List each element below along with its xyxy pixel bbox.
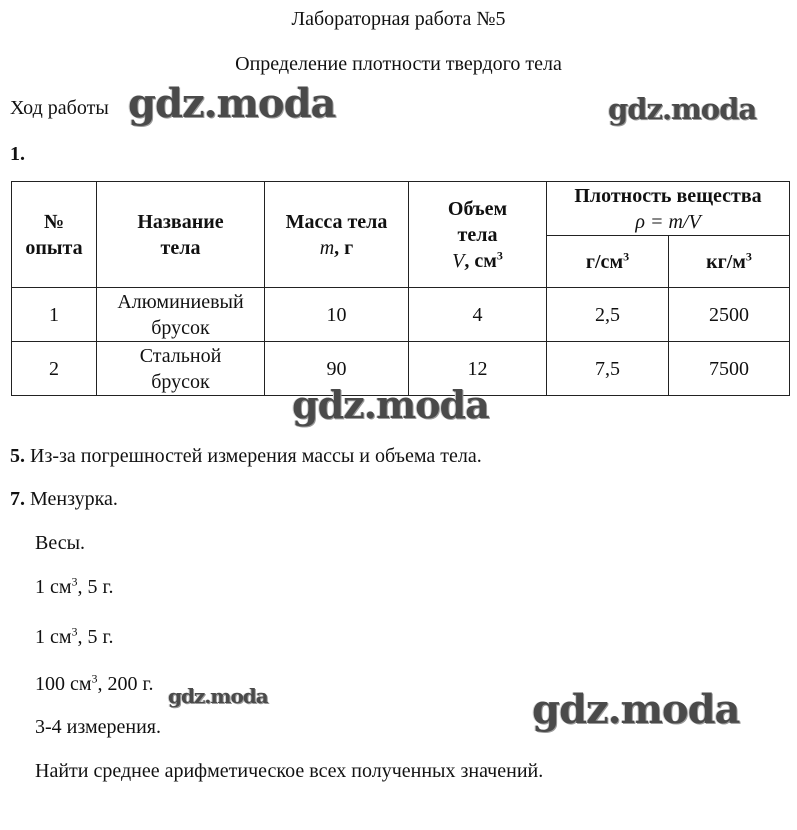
progress-label: Ход работы bbox=[10, 97, 109, 119]
unit-g-text: г/см bbox=[585, 250, 624, 273]
line-4-text: 100 см bbox=[35, 673, 92, 695]
answer-line-2 bbox=[35, 576, 114, 599]
header-volume-symbol: V bbox=[452, 249, 465, 272]
line-3-text-2: , 5 г. bbox=[77, 626, 114, 648]
line-4-power: 3 bbox=[91, 671, 98, 686]
header-mass-unit: , г bbox=[334, 236, 354, 259]
page-title: Лабораторная работа №5 bbox=[291, 8, 506, 30]
header-volume-power: 3 bbox=[496, 247, 503, 262]
header-cell-density bbox=[547, 182, 790, 236]
watermark: gdz.moda bbox=[128, 80, 336, 127]
cell-density-kg: 2500 bbox=[669, 288, 790, 342]
cell-name bbox=[97, 288, 265, 342]
line-4-text-2: , 200 г. bbox=[97, 673, 154, 695]
cell-volume: 4 bbox=[409, 288, 547, 342]
header-cell-name bbox=[97, 182, 265, 288]
line-3-power: 3 bbox=[71, 624, 78, 639]
cell-name-text: Алюминиевый bbox=[117, 290, 244, 313]
answer-5-number: 5. bbox=[10, 445, 25, 467]
header-name-text: Название bbox=[137, 210, 224, 233]
results-table bbox=[11, 181, 790, 396]
cell-name bbox=[97, 342, 265, 396]
cell-name-text-2: брусок bbox=[151, 316, 210, 339]
header-density-text: Плотность вещества bbox=[574, 184, 762, 207]
header-mass-text: Масса тела bbox=[285, 210, 388, 233]
header-cell-num bbox=[12, 182, 97, 288]
answer-7 bbox=[10, 488, 118, 511]
unit-g-power: 3 bbox=[623, 248, 630, 263]
watermark: gdz.moda bbox=[292, 382, 489, 427]
answer-line-3 bbox=[35, 626, 114, 649]
table-row bbox=[12, 288, 790, 342]
cell-density-g: 2,5 bbox=[547, 288, 669, 342]
cell-num: 2 bbox=[12, 342, 97, 396]
watermark: gdz.moda bbox=[608, 92, 757, 126]
cell-mass: 90 bbox=[265, 342, 409, 396]
cell-name-text-2: брусок bbox=[151, 370, 210, 393]
header-name-text-2: тела bbox=[160, 236, 201, 259]
header-cell-volume bbox=[409, 182, 547, 288]
header-volume-text: Объем bbox=[447, 197, 508, 220]
line-3-text: 1 см bbox=[35, 626, 72, 648]
header-cell-mass bbox=[265, 182, 409, 288]
cell-density-kg: 7500 bbox=[669, 342, 790, 396]
header-cell-unit-kg bbox=[669, 236, 790, 288]
cell-volume: 12 bbox=[409, 342, 547, 396]
answer-line-1: Весы. bbox=[35, 532, 86, 554]
cell-mass: 10 bbox=[265, 288, 409, 342]
unit-kg-power: 3 bbox=[745, 248, 752, 263]
header-mass-symbol: m bbox=[319, 236, 335, 259]
cell-density-g: 7,5 bbox=[547, 342, 669, 396]
cell-num: 1 bbox=[12, 288, 97, 342]
answer-7-number: 7. bbox=[10, 488, 25, 510]
answer-line-5: 3-4 измерения. bbox=[35, 716, 161, 738]
step-1-label: 1. bbox=[10, 143, 25, 165]
header-cell-unit-g bbox=[547, 236, 669, 288]
line-2-power: 3 bbox=[71, 574, 78, 589]
answer-5 bbox=[10, 445, 482, 468]
answer-line-4 bbox=[35, 673, 154, 696]
header-volume-unit: , см bbox=[464, 249, 497, 272]
line-2-text-2: , 5 г. bbox=[77, 576, 114, 598]
cell-name-text: Стальной bbox=[139, 344, 222, 367]
header-volume-text-2: тела bbox=[457, 223, 498, 246]
unit-kg-text: кг/м bbox=[706, 250, 746, 273]
page-subtitle: Определение плотности твердого тела bbox=[235, 53, 562, 75]
header-num-text: № bbox=[43, 210, 65, 233]
watermark: gdz.moda bbox=[532, 686, 740, 733]
line-2-text: 1 см bbox=[35, 576, 72, 598]
answer-line-6: Найти среднее арифметическое всех полученных значений. bbox=[35, 760, 544, 782]
answer-7-text: Мензурка. bbox=[25, 488, 118, 510]
density-formula: ρ = m/V bbox=[635, 210, 701, 233]
answer-5-text: Из-за погрешностей измерения массы и объема тела. bbox=[25, 445, 482, 467]
header-num-text-2: опыта bbox=[25, 236, 83, 259]
watermark: gdz.moda bbox=[168, 684, 268, 708]
